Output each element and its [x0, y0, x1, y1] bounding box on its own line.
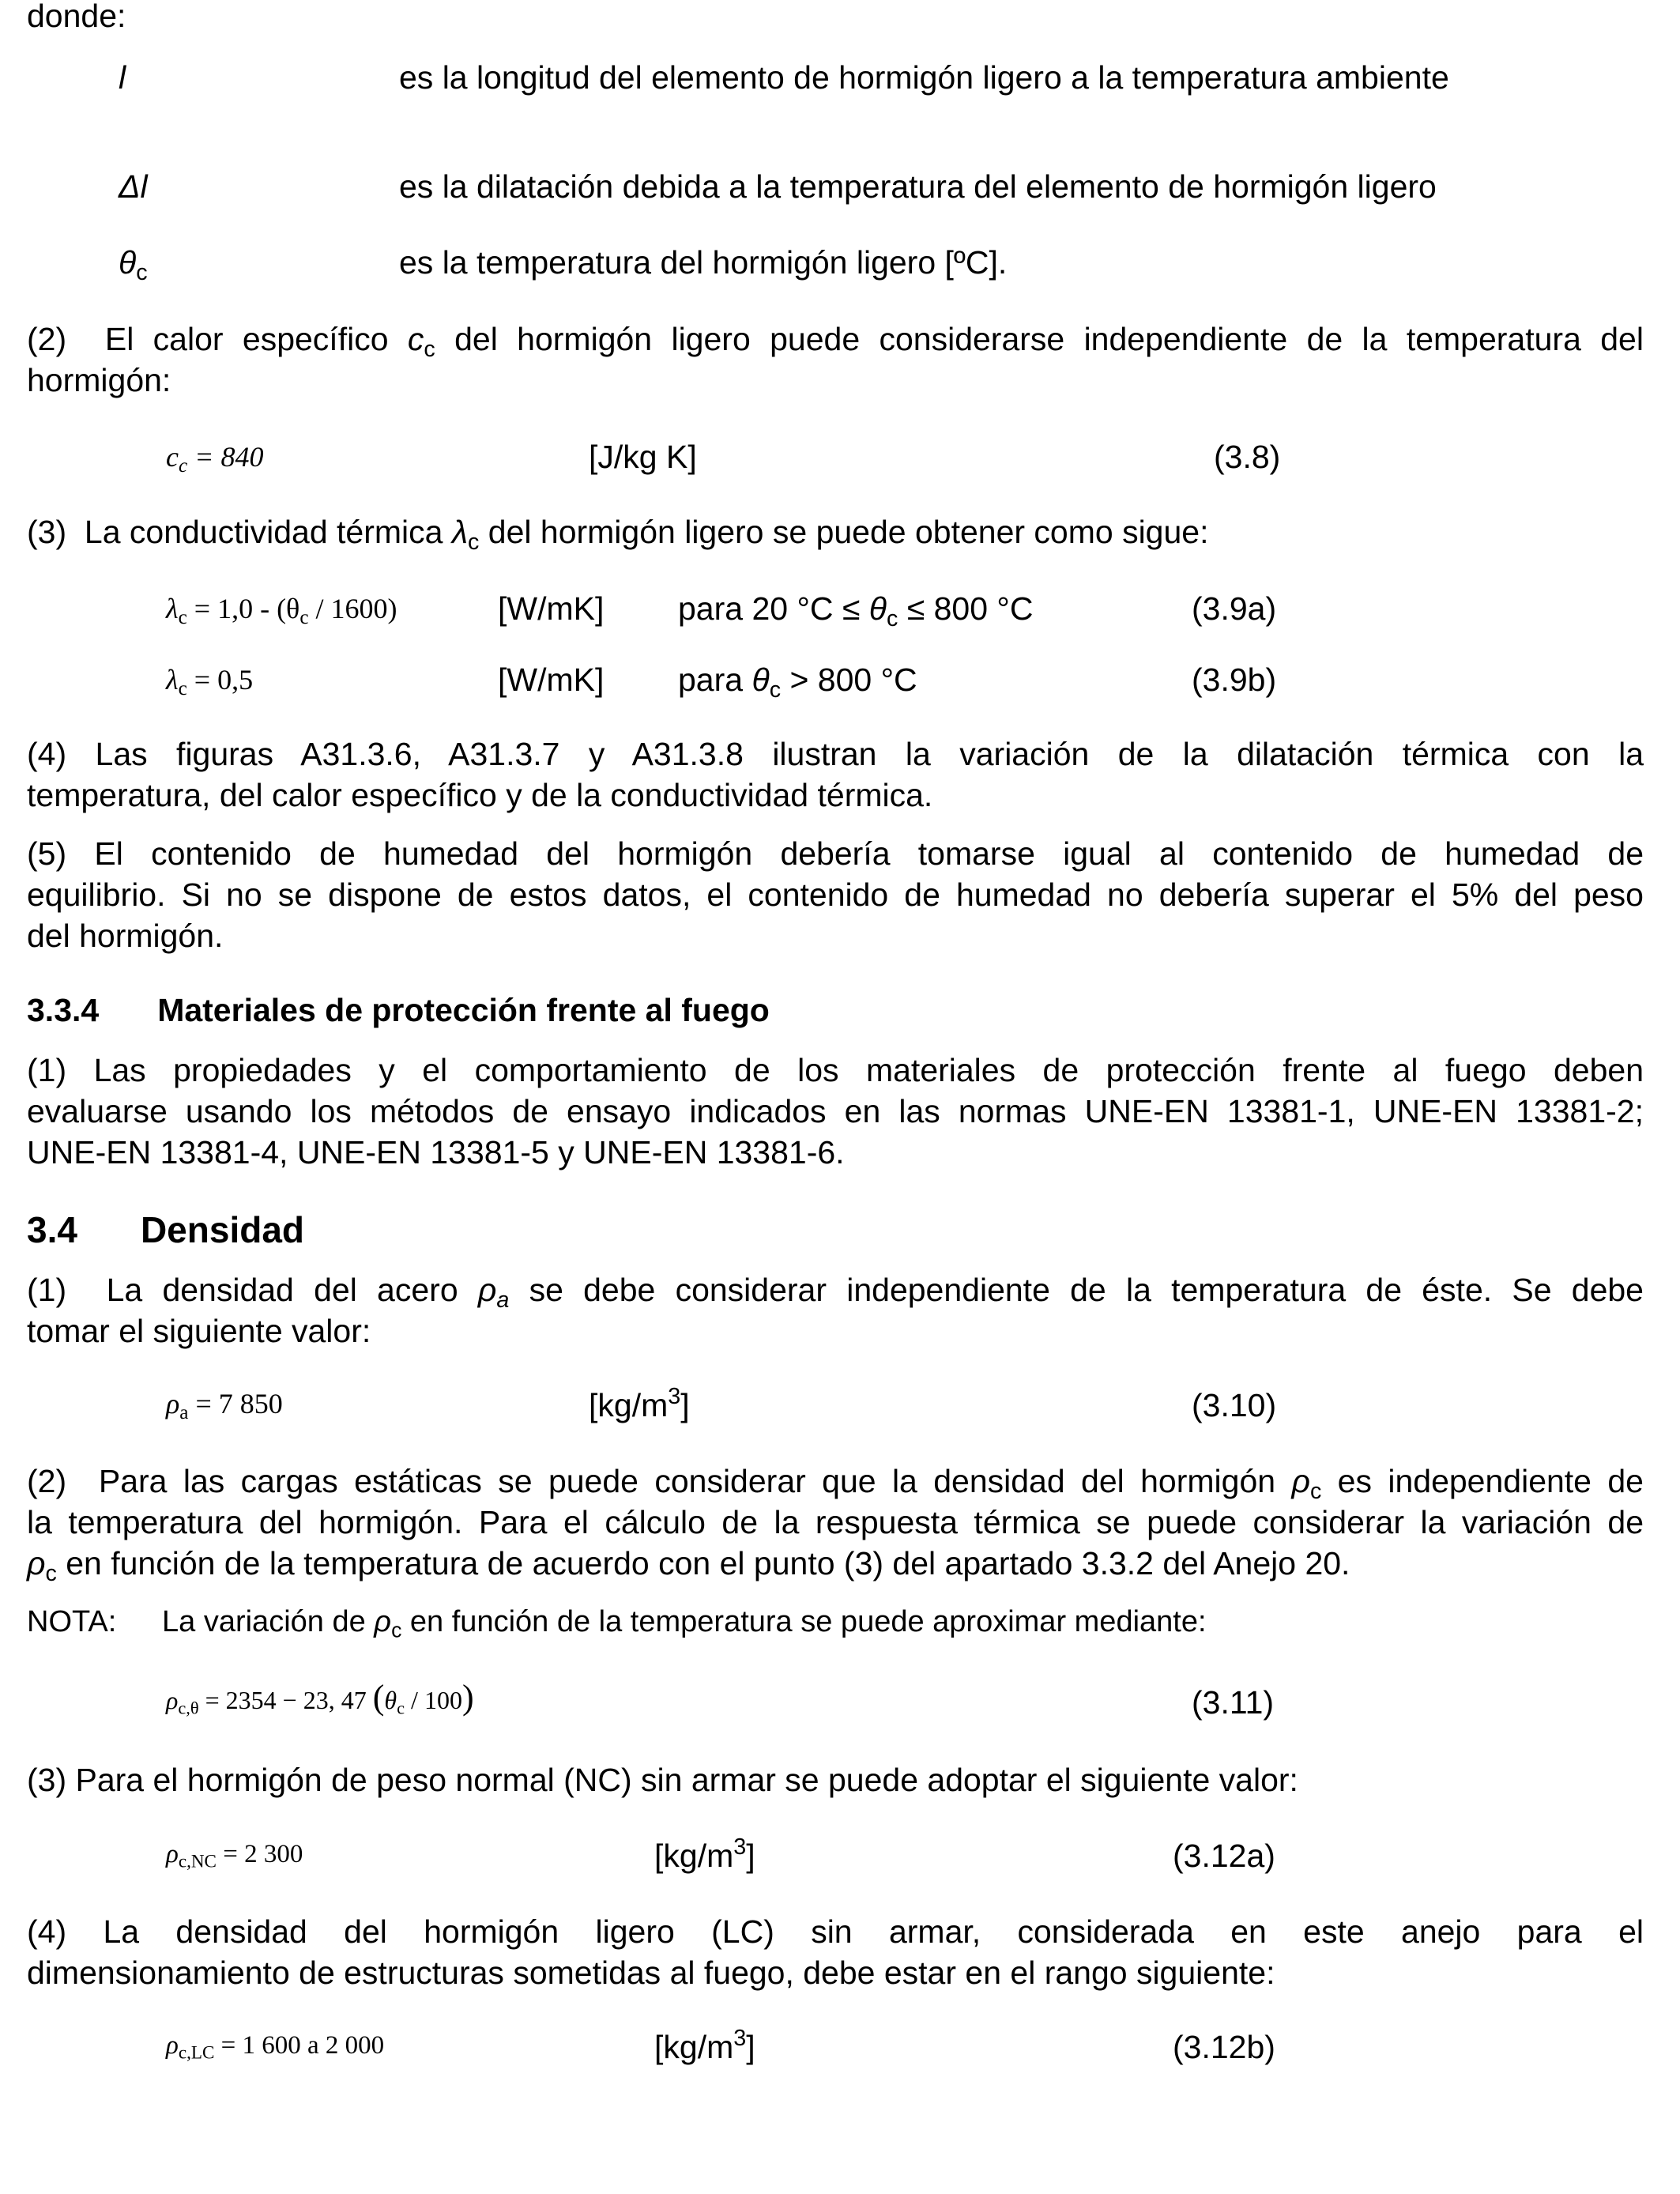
- paragraph-3-conductivity: (3) La conductividad térmica $\lambda_c$ del hormigón ligero se puede obtener como sigue:: [27, 514, 1209, 556]
- equation-3-9b-number: (3.9b): [1192, 662, 1277, 698]
- equation-3-9a: $\lambda_c = 1,0 - (\theta_c / 1600)$: [166, 593, 397, 629]
- equation-3-9a-unit: [W/mK]: [498, 590, 605, 627]
- def-text-l: es la longitud del elemento de hormigón ligero a la temperatura ambiente: [399, 59, 1449, 96]
- def-symbol-delta-l: Δl: [119, 168, 148, 205]
- def-text-delta-l: es la dilatación debida a la temperatura del elemento de hormigón ligero: [399, 168, 1437, 205]
- equation-3-11-number: (3.11): [1192, 1684, 1275, 1721]
- def-symbol-theta-c: $\theta_c$: [119, 244, 148, 286]
- section-heading-3-3-4: 3.3.4 Materiales de protección frente al fuego: [27, 992, 770, 1028]
- paragraph-3-4-1: (1) La densidad del acero $\rho_a$ se debe considerar independiente de la temperatura de éste. Se debe tomar el siguiente valor:: [27, 1272, 1644, 1349]
- equation-3-12a-number: (3.12a): [1173, 1838, 1275, 1874]
- equation-3-9b-unit: [W/mK]: [498, 662, 605, 698]
- paragraph-3-4-4: (4) La densidad del hormigón ligero (LC) sin armar, considerada en este anejo para el dimensionamiento de estructuras sometidas al fuego, debe estar en el rango siguiente:: [27, 1913, 1644, 1991]
- equation-3-9b-condition: para $\theta_c > 800$ °C: [678, 662, 917, 703]
- equation-3-8-unit: [J/kg K]: [589, 439, 697, 475]
- section-heading-3-4: 3.4 Densidad: [27, 1209, 304, 1250]
- paragraph-3-4-3: (3) Para el hormigón de peso normal (NC) sin armar se puede adoptar el siguiente valor:: [27, 1762, 1298, 1798]
- def-symbol-l: l: [119, 59, 126, 96]
- equation-3-10-unit: $[kg/m^3]$: [589, 1384, 690, 1423]
- donde-label: donde:: [27, 0, 126, 34]
- note-label: NOTA:: [27, 1605, 117, 1638]
- equation-3-8-number: (3.8): [1214, 439, 1281, 475]
- equation-3-12a: $\rho_{c,NC} = 2$ 300: [166, 1840, 303, 1872]
- equation-3-12b: $\rho_{c,LC} = 1$ 600 a 2 000: [166, 2031, 385, 2063]
- equation-3-12b-unit: $[kg/m^3]$: [654, 2026, 755, 2065]
- paragraph-3-4-2: (2) Para las cargas estáticas se puede considerar que la densidad del hormigón $\rho_c$ es independiente de la temperatura del hormigón. Para el cálculo de la respuesta térmica se puede considerar la variación de $\rho_c$ en función de la temperatura de acuerdo con el punto (3) del apartado 3.3.2 del Anejo 20.: [27, 1463, 1644, 1587]
- def-text-theta-c: es la temperatura del hormigón ligero [ºC].: [399, 244, 1008, 281]
- paragraph-4-figures: (4) Las figuras A31.3.6, A31.3.7 y A31.3.8 ilustran la variación de la dilatación térmica con la temperatura, del calor específico y de la conductividad térmica.: [27, 736, 1644, 813]
- paragraph-5-moisture: (5) El contenido de humedad del hormigón debería tomarse igual al contenido de humedad de equilibrio. Si no se dispone de estos datos, el contenido de humedad no debería superar el 5% del peso del hormigón.: [27, 835, 1644, 954]
- equation-3-12b-number: (3.12b): [1173, 2029, 1275, 2065]
- equation-3-9b: $\lambda_c = 0,5$: [166, 664, 254, 700]
- equation-3-12a-unit: $[kg/m^3]$: [654, 1834, 755, 1874]
- equation-3-11: $\rho_{c,\theta} = 2354 - 23$, 47 $(\theta_c / 100)$: [166, 1678, 474, 1718]
- paragraph-2-specific-heat: (2) El calor específico $c_c$ del hormigón ligero puede considerarse independiente de la temperatura del hormigón:: [27, 321, 1644, 398]
- equation-3-9a-condition: para 20 $^\circ C \le \theta_c \le 800$ °C: [678, 590, 1034, 632]
- equation-3-10-number: (3.10): [1192, 1387, 1277, 1423]
- equation-3-8: $c_c = 840$: [166, 441, 264, 477]
- note-text: La variación de $\rho_c$ en función de la temperatura se puede aproximar mediante:: [162, 1605, 1207, 1642]
- equation-3-9a-number: (3.9a): [1192, 590, 1277, 627]
- paragraph-3-3-4-1: (1) Las propiedades y el comportamiento de los materiales de protección frente al fuego deben evaluarse usando los métodos de ensayo indicados en las normas UNE-EN 13381-1, UNE-EN 13381-2; UNE-EN 13381-4, UNE-EN 13381-5 y UNE-EN 13381-6.: [27, 1052, 1644, 1171]
- equation-3-10: $\rho_a = 7$ 850: [166, 1388, 283, 1424]
